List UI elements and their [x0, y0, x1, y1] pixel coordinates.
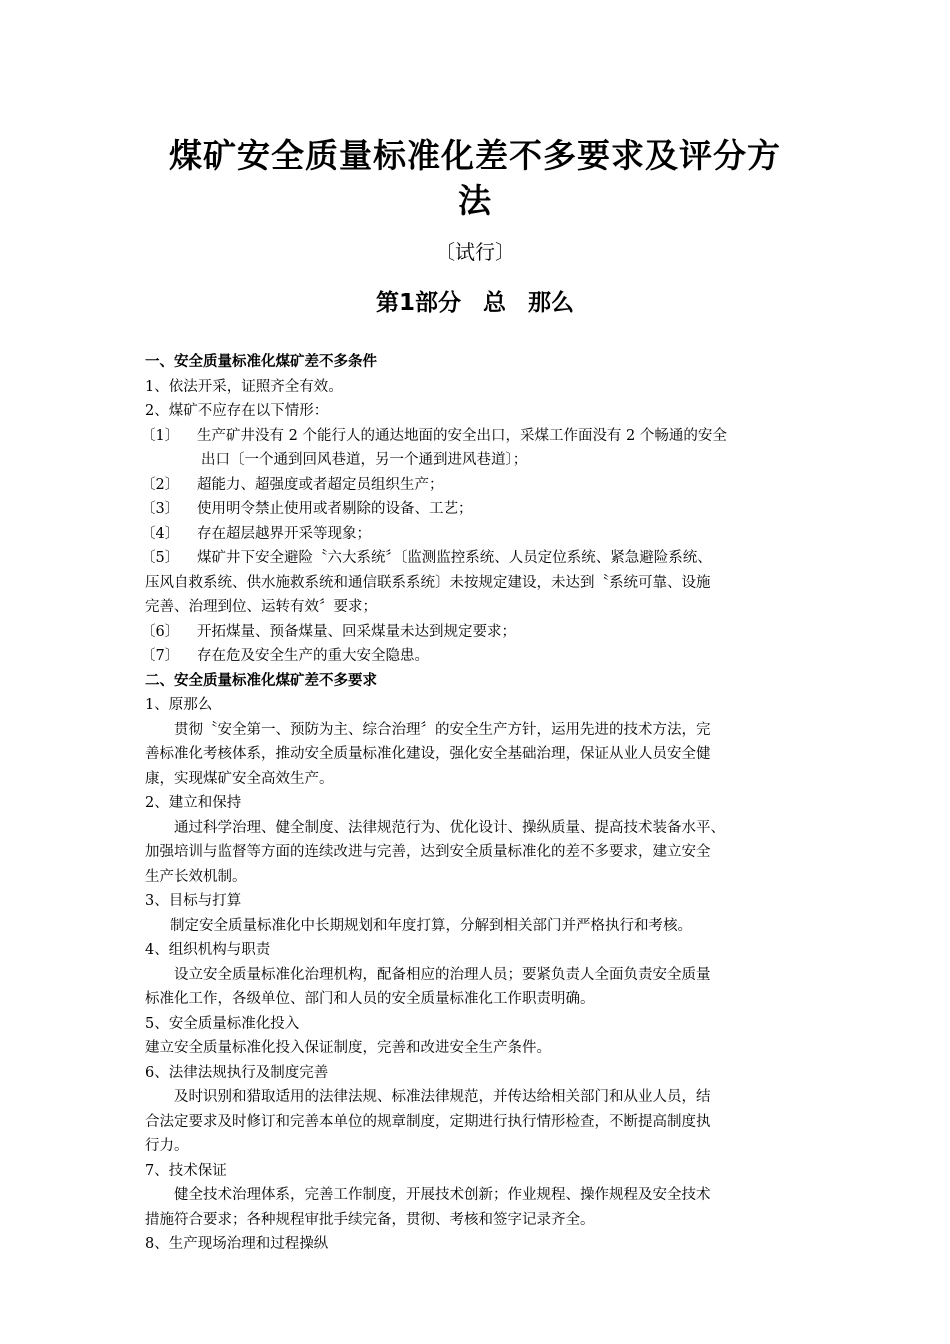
part-title-1: 总 [483, 290, 506, 316]
list-number: 〔1〕 [141, 427, 180, 444]
paragraph: 设立安全质量标准化治理机构，配备相应的治理人员；要紧负责人全面负责安全质量 [174, 966, 711, 983]
part-prefix: 第 [375, 290, 399, 316]
subsection-heading: 1、原那么 [145, 697, 213, 713]
subsection-heading: 4、组织机构与职责 [145, 942, 271, 958]
list-number: 〔3〕 [141, 501, 180, 517]
subsection-heading: 6、法律法规执行及制度完善 [145, 1064, 329, 1081]
subsection-heading: 3、目标与打算 [145, 893, 242, 909]
subsection-heading: 5、安全质量标准化投入 [145, 1015, 300, 1032]
subsection-heading: 7、技术保证 [145, 1162, 227, 1179]
subsection-heading: 8、生产现场治理和过程操纵 [145, 1236, 329, 1252]
paragraph: 2、煤矿不应存在以下情形： [145, 403, 329, 419]
part-number: 1 [398, 290, 415, 316]
paragraph: 加强培训与监督等方面的连续改进与完善，达到安全质量标准化的差不多要求，建立安全 [145, 844, 711, 860]
list-text: 煤矿井下安全避险〝六大系统〞〔监测监控系统、人员定位系统、紧急避险系统、 [197, 550, 712, 566]
list-item [141, 473, 820, 498]
list-text: 生产矿井没有 2 个能行人的通达地面的安全出口，采煤工作面没有 2 个畅通的安全 [197, 427, 727, 444]
document-title [145, 133, 805, 223]
list-item [141, 644, 820, 669]
paragraph: 行力。 [145, 1138, 189, 1154]
title-line-1: 煤矿安全质量标准化差不多要求及评分方 [169, 136, 781, 175]
paragraph: 生产长效机制。 [145, 868, 247, 885]
paragraph: 建立安全质量标准化投入保证制度，完善和改进安全生产条件。 [145, 1040, 551, 1056]
list-number: 〔6〕 [141, 623, 180, 640]
section-heading: 一、安全质量标准化煤矿差不多条件 [145, 354, 377, 370]
subsection-heading: 2、建立和保持 [145, 795, 242, 811]
list-item [141, 546, 820, 571]
list-text: 超能力、超强度或者超定员组织生产； [197, 476, 444, 493]
paragraph: 及时识别和猎取适用的法律法规、标准法律规范，并传达给相关部门和从业人员，结 [174, 1089, 711, 1105]
paragraph: 1、依法开采，证照齐全有效。 [145, 378, 343, 395]
part-word: 部分 [415, 290, 461, 316]
title-line-2: 法 [458, 181, 492, 220]
paragraph: 合法定要求及时修订和完善本单位的规章制度，定期进行执行情形检查，不断提高制度执 [145, 1113, 711, 1130]
list-number: 〔4〕 [141, 525, 180, 542]
list-number: 〔5〕 [141, 550, 180, 566]
paragraph: 制定安全质量标准化中长期规划和年度打算，分解到相关部门并严格执行和考核。 [170, 917, 692, 934]
list-text-continued: 完善、治理到位、运转有效〞要求； [145, 599, 377, 615]
paragraph: 贯彻〝安全第一、预防为主、综合治理〞的安全生产方针，运用先进的技术方法，完 [174, 721, 711, 738]
list-number: 〔7〕 [141, 648, 180, 664]
list-item [141, 620, 820, 645]
part-heading [145, 284, 805, 317]
part-title-2: 那么 [528, 290, 574, 316]
document-subtitle: 〔试行〕 [435, 240, 515, 264]
paragraph: 康，实现煤矿安全高效生产。 [145, 770, 334, 787]
list-text: 开拓煤量、预备煤量、回采煤量未达到规定要求； [197, 623, 516, 640]
document-body [141, 350, 820, 1257]
list-number: 〔2〕 [141, 476, 180, 493]
paragraph: 通过科学治理、健全制度、法律规范行为、优化设计、操纵质量、提高技术装备水平、 [174, 819, 725, 836]
list-text: 使用明令禁止使用或者剔除的设备、工艺； [197, 501, 473, 517]
section-heading: 二、安全质量标准化煤矿差不多要求 [145, 672, 377, 689]
list-text: 存在危及安全生产的重大安全隐患。 [197, 648, 429, 664]
paragraph: 措施符合要求；各种规程审批手续完备，贯彻、考核和签字记录齐全。 [145, 1211, 595, 1228]
paragraph: 善标准化考核体系，推动安全质量标准化建设，强化安全基础治理，保证从业人员安全健 [145, 746, 711, 762]
paragraph: 健全技术治理体系，完善工作制度，开展技术创新；作业规程、操作规程及安全技术 [174, 1187, 711, 1203]
list-text: 存在超层越界开采等现象； [197, 525, 371, 542]
list-item [141, 497, 820, 522]
list-text-continued: 压风自救系统、供水施救系统和通信联系系统〕未按规定建设，未达到〝系统可靠、设施 [145, 574, 711, 591]
paragraph: 标准化工作，各级单位、部门和人员的安全质量标准化工作职责明确。 [145, 991, 595, 1007]
list-item [141, 522, 820, 547]
list-text-continued: 出口〔一个通到回风巷道，另一个通到进风巷道〕； [201, 452, 528, 468]
list-item [141, 424, 820, 449]
